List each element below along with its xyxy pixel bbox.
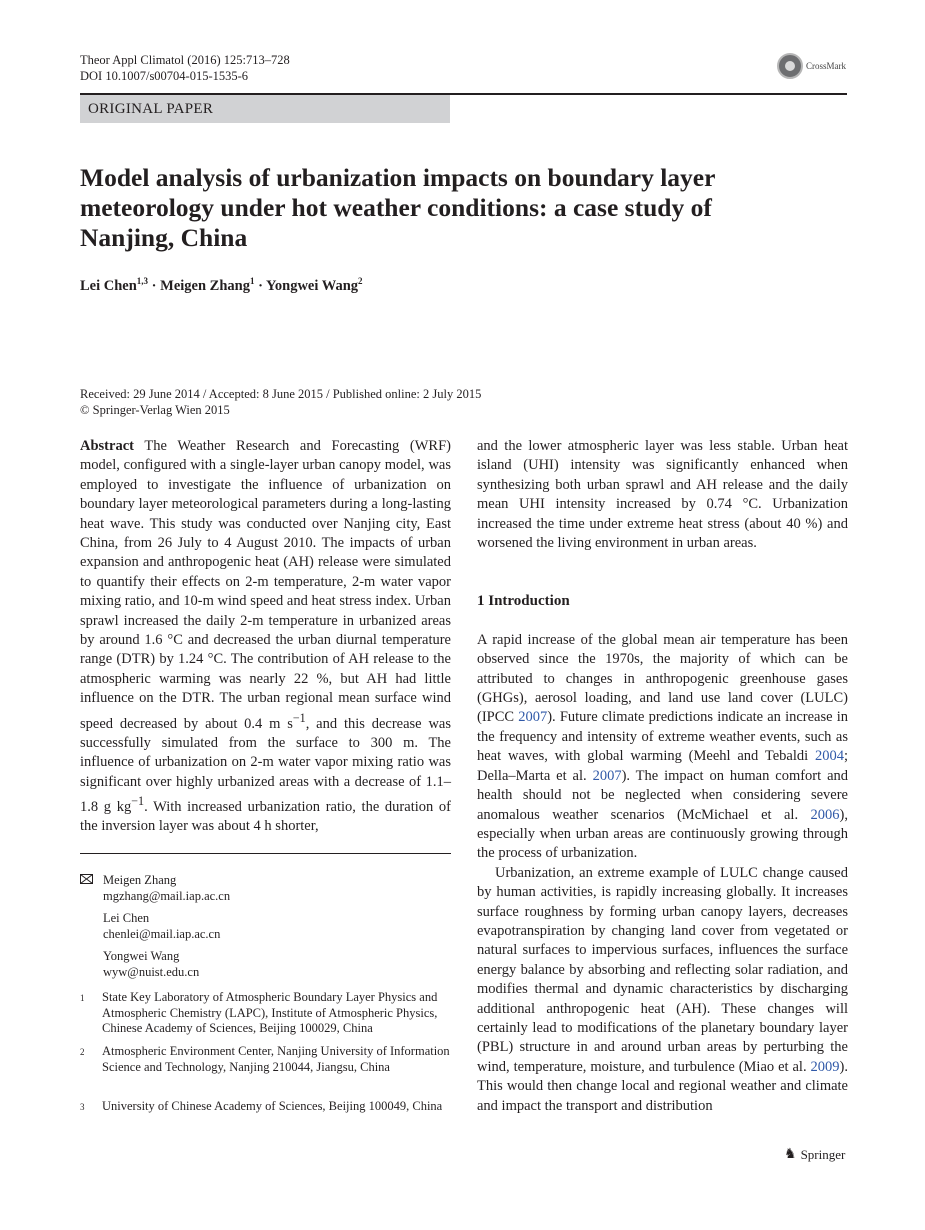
citation-link[interactable]: 2006 xyxy=(810,806,840,823)
journal-citation: Theor Appl Climatol (2016) 125:713–728 xyxy=(80,53,290,67)
author-list xyxy=(80,276,363,295)
springer-horse-icon: ♞ xyxy=(784,1147,797,1162)
abstract xyxy=(80,437,451,837)
contact-email[interactable]: wyw@nuist.edu.cn xyxy=(103,964,200,979)
abstract-text-continued: . With increased urbanization ratio, the duration of the inversion layer was about 4 h shorter, xyxy=(80,798,451,835)
date-history: Received: 29 June 2014 / Accepted: 8 June 2015 / Published online: 2 July 2015 xyxy=(80,387,482,401)
affiliation xyxy=(80,1099,451,1116)
abstract-continuation: and the lower atmospheric layer was less stable. Urban heat island (UHI) intensity was significantly enhanced when synthesizing both urban sprawl and AH release and the daily mean UHI intensity increased by 0.74 °C. Urbanization increased the time under extreme heat stress (about 40 %) and worsened the living environment in urban areas. xyxy=(477,438,848,552)
paper-title: Model analysis of urbanization impacts on boundary layer meteorology under hot weather conditions: a case study of Nanjing, China xyxy=(80,163,715,252)
author-affiliation-ref: 1,3 xyxy=(136,276,149,286)
affiliation-number: 2 xyxy=(80,1047,85,1057)
intro-paragraph-2: Urbanization, an extreme example of LULC change caused by human activities, is rapidly increasing globally. It increases surface roughness by forming urban canopy layers, decreases evapotranspiration by changing land cover from vegetated or natural surfaces to impervious surfaces, influences the surface energy balance by absorbing and reflecting solar radiation, and modifies thermal and dynamic characteristics by discharging additional anthropogenic heat (AH). These changes will certainly lead to modifications of the planetary boundary layer (PBL) structure in and around urban areas by perturbing the wind, temperature, moisture, and turbulence (Miao et al. 2009). This would then change local and regional weather and climate and impact the transport and distribution xyxy=(477,864,848,1114)
copyright: © Springer-Verlag Wien 2015 xyxy=(80,403,230,417)
publication-dates xyxy=(80,386,481,418)
abstract-column xyxy=(80,437,451,837)
unit-exponent: −1 xyxy=(292,710,306,725)
author-name[interactable]: Yongwei Wang xyxy=(266,277,359,294)
unit-exponent: −1 xyxy=(131,794,145,809)
abstract-label: Abstract xyxy=(80,438,134,454)
intro-paragraph-1: A rapid increase of the global mean air temperature has been observed since the 1970s, the majority of which can be attributed to changes in anthropogenic greenhouse gases (GHGs), aerosol loading, and land use land cover (LULC) (IPCC 2007). Future climate predictions indicate an increase in the frequency and intensity of extreme weather events, such as heat waves, with global warming (Meehl and Tebaldi 2004; Della–Marta et al. 2007). The impact on human comfort and health should not be neglected when considering severe anomalous weather scenarios (McMichael et al. 2006), especially when urban areas are continuously growing through the process of urbanization. xyxy=(477,631,849,862)
affiliation xyxy=(80,990,451,1037)
abstract-text: The Weather Research and Forecasting (WRF) model, configured with a single-layer urban canopy model, was employed to investigate the influence of urbanization on boundary layer meteorological parameters during a long-lasting heat wave. This study was conducted over Nanjing city, East China, from 26 July to 4 August 2010. The impacts of urban expansion and anthropogenic heat (AH) release were simulated to quantify their effects on 2-m temperature, 2-m water vapor mixing ratio, and 10-m wind speed and heat stress index. Urban sprawl increased the daily 2-m temperature in urbanized areas by around 1.6 °C and decreased the urban diurnal temperature range (DTR) by 1.24 °C. The contribution of AH release to the atmospheric warming was nearly 22 %, but AH had little influence on the DTR. The urban regional mean surface wind speed decreased by about 0.4 m s xyxy=(80,438,451,732)
contact-name: Lei Chen xyxy=(103,911,150,926)
affiliation-text: State Key Laboratory of Atmospheric Boundary Layer Physics and Atmospheric Chemistry (LAPC), Institute of Atmospheric Physics, Chinese Academy of Sciences, Beijing 100029, China xyxy=(102,990,438,1036)
citation-link[interactable]: 2007 xyxy=(518,709,548,726)
author-separator: · xyxy=(258,277,263,294)
crossmark-badge[interactable] xyxy=(777,53,846,79)
author-affiliation-ref: 1 xyxy=(249,276,255,286)
corresponding-contacts xyxy=(80,873,230,988)
abstract-text: , and this decrease was successfully simulated from the surface to 300 m. The influence of urbanization on 2-m water vapor mixing ratio was significant over highly urbanized areas with a decrease of 1.1–1.8 g kg xyxy=(80,715,451,815)
author-name[interactable]: Meigen Zhang xyxy=(160,277,250,294)
doi[interactable]: DOI 10.1007/s00704-015-1535-6 xyxy=(80,69,249,83)
author-separator: · xyxy=(151,277,157,294)
crossmark-icon xyxy=(777,53,803,79)
affiliation xyxy=(80,1044,451,1075)
affiliation-text: Atmospheric Environment Center, Nanjing University of Information Science and Technology, Nanjing 210044, Jiangsu, China xyxy=(102,1044,450,1074)
citation-link[interactable]: 2009 xyxy=(810,1058,840,1075)
author-name[interactable]: Lei Chen xyxy=(80,277,137,294)
author-affiliation-ref: 2 xyxy=(358,276,363,286)
citation-link[interactable]: 2007 xyxy=(592,767,622,784)
affiliation-number: 1 xyxy=(80,993,85,1003)
body-column xyxy=(477,437,848,1116)
publisher-name: Springer xyxy=(800,1146,846,1162)
publisher-logo xyxy=(784,1146,845,1163)
crossmark-label: CrossMark xyxy=(806,61,846,71)
citation-link[interactable]: 2004 xyxy=(814,748,844,765)
footnote-rule xyxy=(80,853,451,854)
affiliation-number: 3 xyxy=(80,1102,85,1112)
section-heading: 1 Introduction xyxy=(477,593,570,610)
affiliation-text: University of Chinese Academy of Sciences, Beijing 100049, China xyxy=(102,1099,443,1113)
envelope-icon xyxy=(80,873,103,904)
contact-email[interactable]: chenlei@mail.iap.ac.cn xyxy=(103,926,221,941)
section-label: ORIGINAL PAPER xyxy=(80,95,450,123)
contact-name: Meigen Zhang xyxy=(103,873,177,887)
contact-email[interactable]: mgzhang@mail.iap.ac.cn xyxy=(103,888,231,903)
contact-name: Yongwei Wang xyxy=(103,949,180,964)
